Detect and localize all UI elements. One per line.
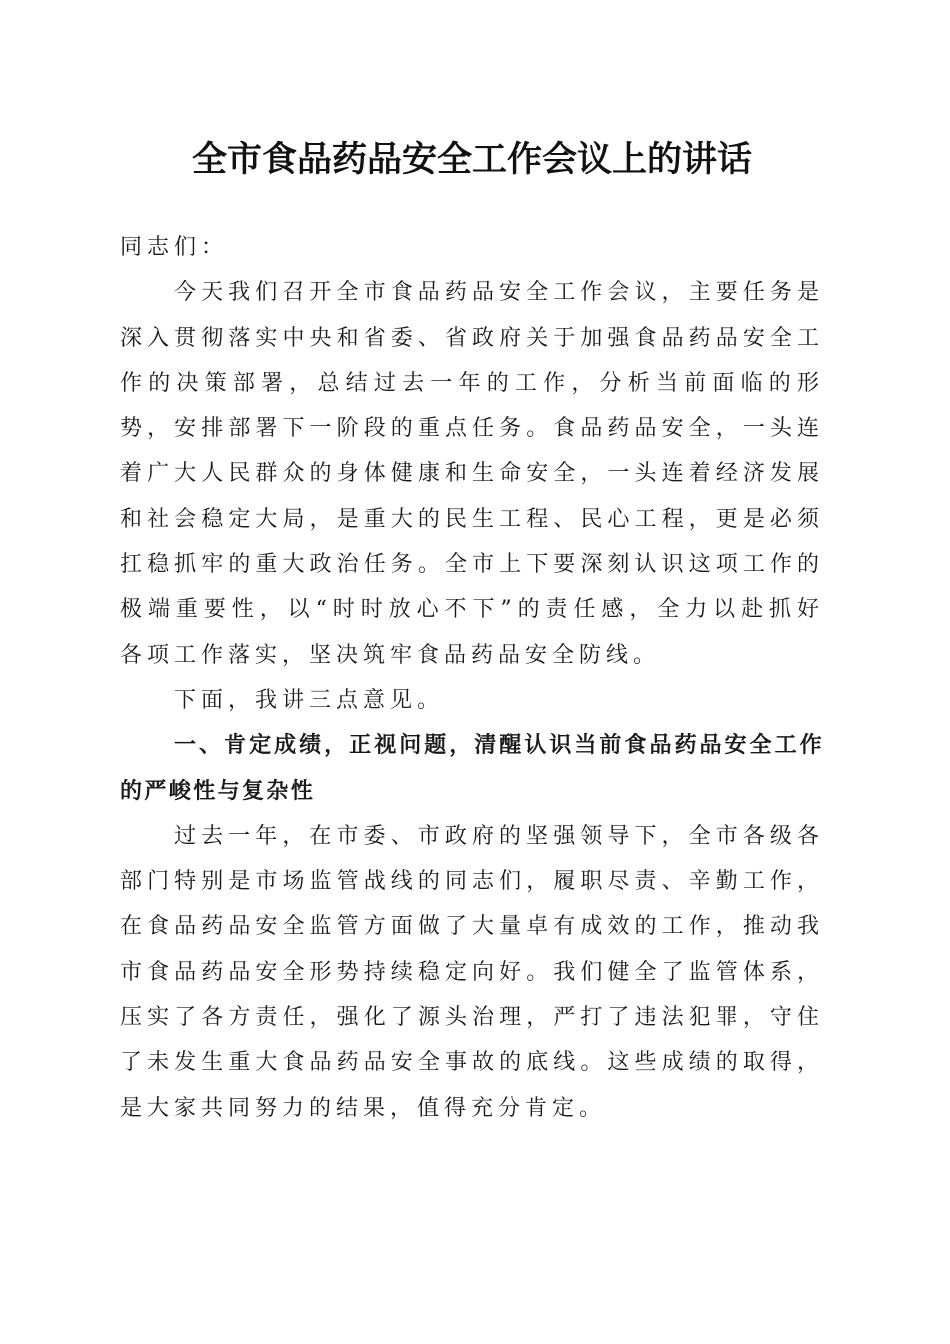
section-heading-1: 一、肯定成绩，正视问题，清醒认识当前食品药品安全工作的严峻性与复杂性 [120,733,824,804]
document-body [120,225,824,1131]
salutation: 同志们： [120,235,229,260]
document-title: 全市食品药品安全工作会议上的讲话 [191,139,752,180]
paragraph-opening: 今天我们召开全市食品药品安全工作会议，主要任务是深入贯彻落实中央和省委、省政府关于加强食品药品安全工作的决策部署，总结过去一年的工作，分析当前面临的形势，安排部署下一阶段的重点任务。食品药品安全，一头连着广大人民群众的身体健康和生命安全，一头连着经济发展和社会稳定大局，是重大的民生工程、民心工程，更是必须扛稳抓牢的重大政治任务。全市上下要深刻认识这项工作的极端重要性，以“时时放心不下”的责任感，全力以赴抓好各项工作落实，坚决筑牢食品药品安全防线。 [120,280,824,668]
paragraph-transition: 下面，我讲三点意见。 [174,687,445,713]
paragraph-section-1: 过去一年，在市委、市政府的坚强领导下，全市各级各部门特别是市场监管战线的同志们，履职尽责、辛勤工作，在食品药品安全监管方面做了大量卓有成效的工作，推动我市食品药品安全形势持续稳定向好。我们健全了监管体系，压实了各方责任，强化了源头治理，严打了违法犯罪，守住了未发生重大食品药品安全事故的底线。这些成绩的取得，是大家共同努力的结果，值得充分肯定。 [120,823,824,1121]
document-page [120,128,824,1131]
